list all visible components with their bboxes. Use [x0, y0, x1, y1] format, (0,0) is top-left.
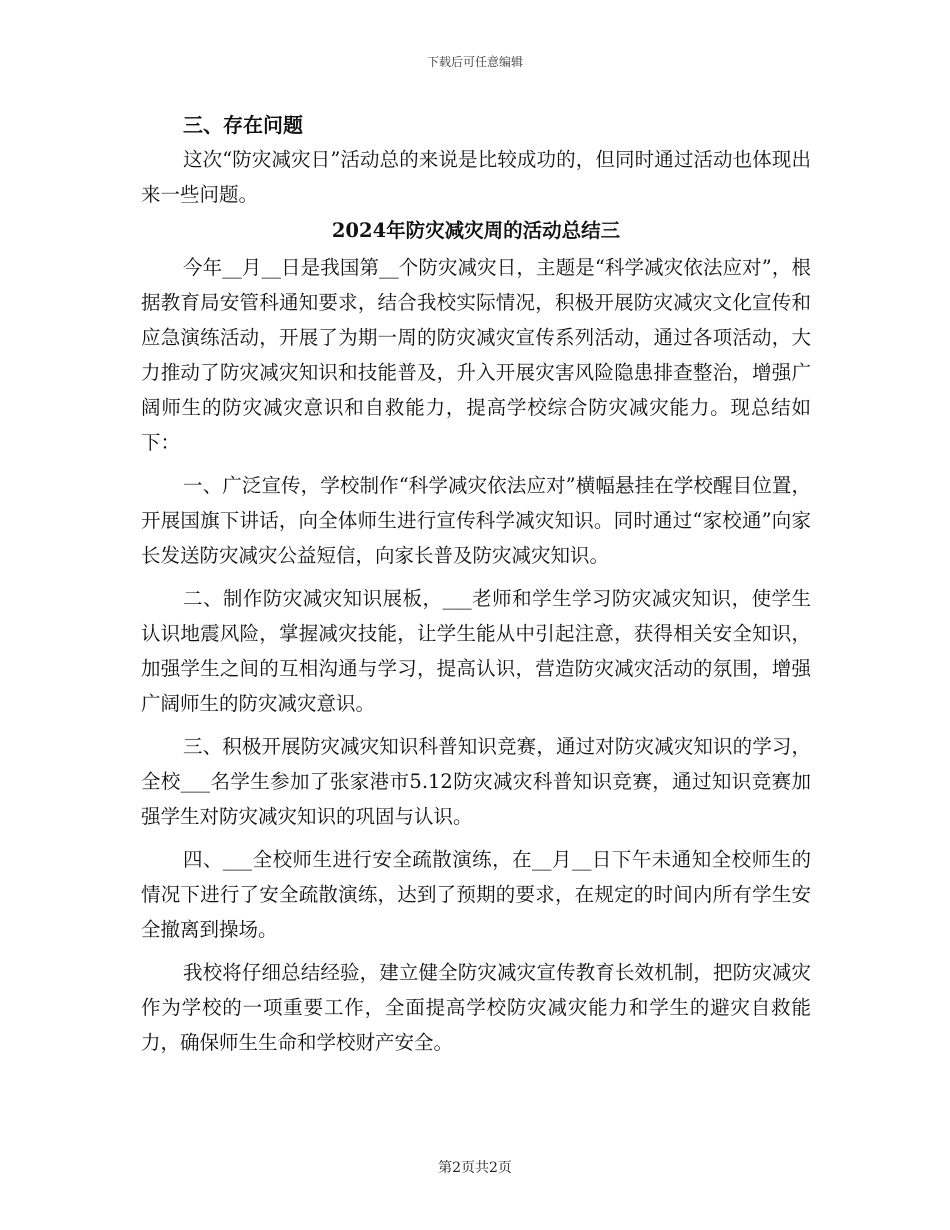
document-title: 2024年防灾减灾周的活动总结三: [331, 219, 621, 242]
summary-paragraph-intro: 今年__月__日是我国第__个防灾减灾日，主题是“科学减灾依法应对”，根据教育局安管科通知要求，结合我校实际情况，积极开展防灾减灾文化宣传和应急演练活动，开展了为期一周的防灾减灾宣传系列活动，通过各项活动，大力推动了防灾减灾知识和技能普及，升入开展灾害风险隐患排查整治，增强广阔师生的防灾减灾意识和自救能力，提高学校综合防灾减灾能力。现总结如下：: [141, 256, 811, 454]
page-footer-number: 第2页共2页: [438, 1160, 512, 1176]
summary-paragraph-4: 四、___全校师生进行安全疏散演练，在__月__日下午未通知全校师生的情况下进行了安全疏散演练，达到了预期的要求，在规定的时间内所有学生安全撤离到操场。: [141, 848, 811, 941]
section-paragraph: 这次“防灾减灾日”活动总的来说是比较成功的，但同时通过活动也体现出来一些问题。: [141, 148, 811, 206]
summary-paragraph-2: 二、制作防灾减灾知识展板，___老师和学生学习防灾减灾知识，使学生认识地震风险，掌握减灾技能，让学生能从中引起注意，获得相关安全知识，加强学生之间的互相沟通与学习，提高认识，营造防灾减灾活动的氛围，增强广阔师生的防灾减灾意识。: [141, 587, 811, 715]
document-body: [141, 108, 811, 1060]
page-header-note: 下载后可任意编辑: [426, 55, 523, 69]
section-heading: 三、存在问题: [183, 113, 303, 137]
summary-paragraph-1: 一、广泛宣传，学校制作“科学减灾依法应对”横幅悬挂在学校醒目位置，开展国旗下讲话，向全体师生进行宣传科学减灾知识。同时通过“家校通”向家长发送防灾减灾公益短信，向家长普及防灾减灾知识。: [141, 474, 811, 567]
summary-paragraph-closing: 我校将仔细总结经验，建立健全防灾减灾宣传教育长效机制，把防灾减灾作为学校的一项重要工作，全面提高学校防灾减灾能力和学生的避灾自救能力，确保师生生命和学校财产安全。: [141, 961, 811, 1054]
summary-paragraph-3: 三、积极开展防灾减灾知识科普知识竞赛，通过对防灾减灾知识的学习，全校___名学生参加了张家港市5.12防灾减灾科普知识竞赛，通过知识竞赛加强学生对防灾减灾知识的巩固与认识。: [141, 735, 811, 828]
